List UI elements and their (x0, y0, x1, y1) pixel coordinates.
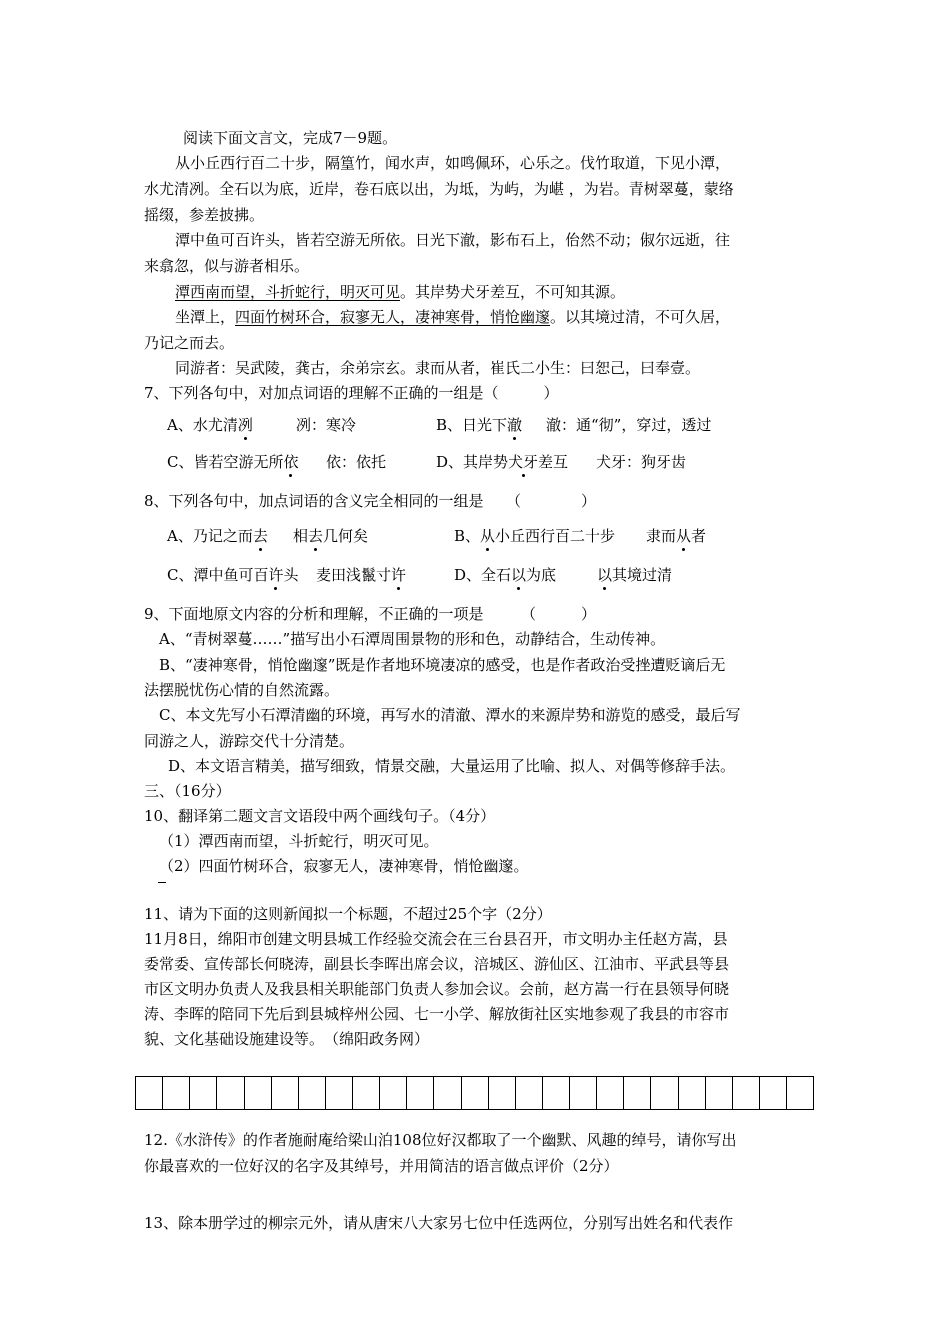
stray-dash (158, 882, 166, 883)
q12-line1: 12.《水浒传》的作者施耐庵给梁山泊108位好汉都取了一个幽默、风趣的绰号，请你写出 (144, 1131, 737, 1149)
q8-b1-dotted: 从 (480, 527, 496, 545)
grid-cell[interactable] (434, 1077, 461, 1109)
q7-option-c (167, 452, 299, 472)
q11-news-line2: 委常委、宣传部长何晓涛，副县长李晖出席会议，涪城区、游仙区、江油市、平武县等县 (144, 955, 730, 973)
q10-sentence-1: （1）潭西南而望，斗折蛇行，明灭可见。 (159, 832, 439, 850)
passage-p1-line3: 摇缀，参差披拂。 (144, 206, 265, 224)
q8-d1-text: D、全石 (454, 566, 512, 584)
q7-d-gloss: 犬牙：狗牙齿 (596, 453, 687, 471)
q9-option-b-line1: B、“凄神寒骨，悄怆幽邃”既是作者地环境凄凉的感受，也是作者政治受挫遭贬谪后无 (159, 656, 726, 674)
q11-news-line5: 貌、文化基础设施建设等。 （绵阳政务网） (144, 1030, 430, 1048)
q7-b-dotted: 澈 (507, 416, 523, 434)
q7-c-gloss: 依：依托 (326, 453, 387, 471)
q9-option-c-line2: 同游之人，游踪交代十分清楚。 (144, 732, 355, 750)
grid-cell[interactable] (597, 1077, 624, 1109)
grid-cell[interactable] (706, 1077, 733, 1109)
q8-a1-dotted: 去 (252, 527, 268, 545)
q9-option-d: D、本文语言精美，描写细致，情景交融，大量运用了比喻、拟人、对偶等修辞手法。 (168, 757, 736, 775)
grid-cell[interactable] (407, 1077, 434, 1109)
q8-d1-dotted: 以 (511, 566, 527, 584)
grid-cell[interactable] (245, 1077, 272, 1109)
grid-cell[interactable] (733, 1077, 760, 1109)
q7-c-dotted: 依 (283, 453, 299, 471)
q8-a2-text-end: 几何矣 (323, 527, 369, 545)
grid-cell[interactable] (543, 1077, 570, 1109)
q8-c1-dotted: 许 (268, 566, 284, 584)
passage-p4-start: 坐潭上， (175, 308, 236, 326)
passage-p4-end: 。以其境过清，不可久居， (550, 308, 731, 326)
q8-a2-dotted: 去 (308, 527, 324, 545)
q8-d1-text-end: 为底 (526, 566, 557, 584)
q9-stem: 9、下面地原文内容的分析和理解，不正确的一项是 （ ） (144, 605, 597, 623)
passage-intro: 阅读下面文言文，完成7－9题。 (183, 129, 398, 147)
q10-stem: 10、翻译第二题文言文语段中两个画线句子。（4分） (144, 807, 496, 825)
grid-cell[interactable] (380, 1077, 407, 1109)
grid-cell[interactable] (787, 1077, 813, 1109)
grid-cell[interactable] (516, 1077, 543, 1109)
section-3-heading: 三、（16分） (144, 782, 231, 800)
q8-option-a2 (293, 526, 368, 546)
grid-cell[interactable] (190, 1077, 217, 1109)
q13-line1: 13、除本册学过的柳宗元外，请从唐宋八大家另七位中任选两位，分别写出姓名和代表作 (144, 1214, 734, 1232)
passage-p5: 同游者：吴武陵，龚古，余弟宗玄。隶而从者，崔氏二小生：曰恕己，曰奉壹。 (175, 359, 701, 377)
q7-b-gloss: 澈：通“彻”，穿过，透过 (546, 416, 712, 434)
passage-p2-line1: 潭中鱼可百许头，皆若空游无所依。日光下澈，影布石上，佁然不动；俶尔远逝，往 (175, 231, 731, 249)
q8-option-c (167, 565, 299, 585)
q8-b2-dotted: 从 (676, 527, 692, 545)
q8-option-d2 (597, 565, 672, 585)
passage-p1-line2: 水尤清冽。全石以为底，近岸，卷石底以出，为坻，为屿，为嵁 ，为岩。青树翠蔓，蒙络 (144, 180, 734, 198)
q8-d2-dotted: 以 (597, 566, 613, 584)
grid-cell[interactable] (679, 1077, 706, 1109)
grid-cell[interactable] (462, 1077, 489, 1109)
q7-c-text: C、皆若空游无所 (167, 453, 284, 471)
q7-option-b (436, 415, 522, 435)
q7-d-text: D、其岸势 (436, 453, 509, 471)
passage-p4-line2: 乃记之而去。 (144, 334, 235, 352)
grid-cell[interactable] (217, 1077, 244, 1109)
q11-news-line1: 11月8日，绵阳市创建文明县城工作经验交流会在三台县召开，市文明办主任赵方嵩，县 (144, 930, 728, 948)
grid-cell[interactable] (489, 1077, 516, 1109)
q10-sentence-2: （2）四面竹树环合，寂寥无人，凄神寒骨，悄怆幽邃。 (159, 857, 529, 875)
q9-option-a: A、“青树翠蔓……”描写出小石潭周围景物的形和色，动静结合，生动传神。 (159, 630, 666, 648)
q8-a1-text: A、乃记之而 (167, 527, 253, 545)
q8-option-b2 (646, 526, 706, 546)
q7-a-dotted: 冽 (237, 416, 253, 434)
grid-cell[interactable] (326, 1077, 353, 1109)
q12-line2: 你最喜欢的一位好汉的名字及其绰号，并用简洁的语言做点评价（2分） (144, 1157, 619, 1175)
passage-p3-rest: 。其岸势犬牙差互，不可知其源。 (400, 283, 626, 301)
q8-b1-text: B、 (454, 527, 481, 545)
q8-option-b (454, 526, 615, 546)
q8-d2-text-end: 其境过清 (612, 566, 673, 584)
q8-stem: 8、下列各句中，加点词语的含义完全相同的一组是 （ ） (144, 492, 597, 510)
q8-b1-text-end: 小丘西行百二十步 (495, 527, 616, 545)
q9-option-c-line1: C、本文先写小石潭清幽的环境，再写水的清澈、潭水的来源岸势和游览的感受，最后写 (159, 706, 741, 724)
q7-b-text: B、日光下 (436, 416, 508, 434)
grid-cell[interactable] (299, 1077, 326, 1109)
underlined-sentence-1: 潭西南而望，斗折蛇行，明灭可见 (175, 283, 401, 301)
q8-option-c2 (316, 565, 406, 585)
underlined-sentence-2: 四面竹树环合，寂寥无人，凄神寒骨，悄怆幽邃 (235, 308, 551, 326)
q7-d-dotted: 犬牙 (508, 453, 539, 471)
q7-d-text-end: 差互 (538, 453, 569, 471)
q8-b2-text-end: 者 (691, 527, 707, 545)
q8-option-d (454, 565, 556, 585)
q8-a2-text: 相 (293, 527, 309, 545)
passage-p1-line1: 从小丘西行百二十步，隔篁竹，闻水声，如鸣佩环，心乐之。伐竹取道，下见小潭， (175, 154, 731, 172)
grid-cell[interactable] (624, 1077, 651, 1109)
passage-p2-line2: 来翕忽，似与游者相乐。 (144, 257, 310, 275)
q8-c1-text-end: 头 (283, 566, 299, 584)
q7-option-d (436, 452, 568, 472)
q7-stem: 7、下列各句中，对加点词语的理解不正确的一组是（ ） (144, 384, 559, 402)
q8-c1-text: C、潭中鱼可百 (167, 566, 269, 584)
q7-a-gloss: 冽：寒冷 (296, 416, 357, 434)
q8-c2-text: 麦田浅鬣寸 (316, 566, 392, 584)
q8-c2-dotted: 许 (391, 566, 407, 584)
q8-b2-text: 隶而 (646, 527, 677, 545)
answer-grid[interactable] (135, 1076, 814, 1110)
passage-p4-line1 (175, 307, 730, 327)
grid-cell[interactable] (353, 1077, 380, 1109)
passage-p3 (175, 282, 625, 302)
q11-news-line4: 涛、李晖的陪同下先后到县城梓州公园、七一小学、解放街社区实地参观了我县的市容市 (144, 1005, 730, 1023)
grid-cell[interactable] (272, 1077, 299, 1109)
q7-a-text: A、水尤清 (167, 416, 238, 434)
grid-cell[interactable] (163, 1077, 190, 1109)
q9-option-b-line2: 法摆脱忧伤心情的自然流露。 (144, 681, 340, 699)
q11-stem: 11、请为下面的这则新闻拟一个标题，不超过25个字（2分） (144, 905, 552, 923)
grid-cell[interactable] (570, 1077, 597, 1109)
grid-cell[interactable] (651, 1077, 678, 1109)
grid-cell[interactable] (136, 1077, 163, 1109)
q8-option-a (167, 526, 268, 546)
q11-news-line3: 市区文明办负责人及我县相关职能部门负责人参加会议。会前，赵方嵩一行在县领导何晓 (144, 980, 730, 998)
q7-option-a (167, 415, 253, 435)
grid-cell[interactable] (760, 1077, 787, 1109)
